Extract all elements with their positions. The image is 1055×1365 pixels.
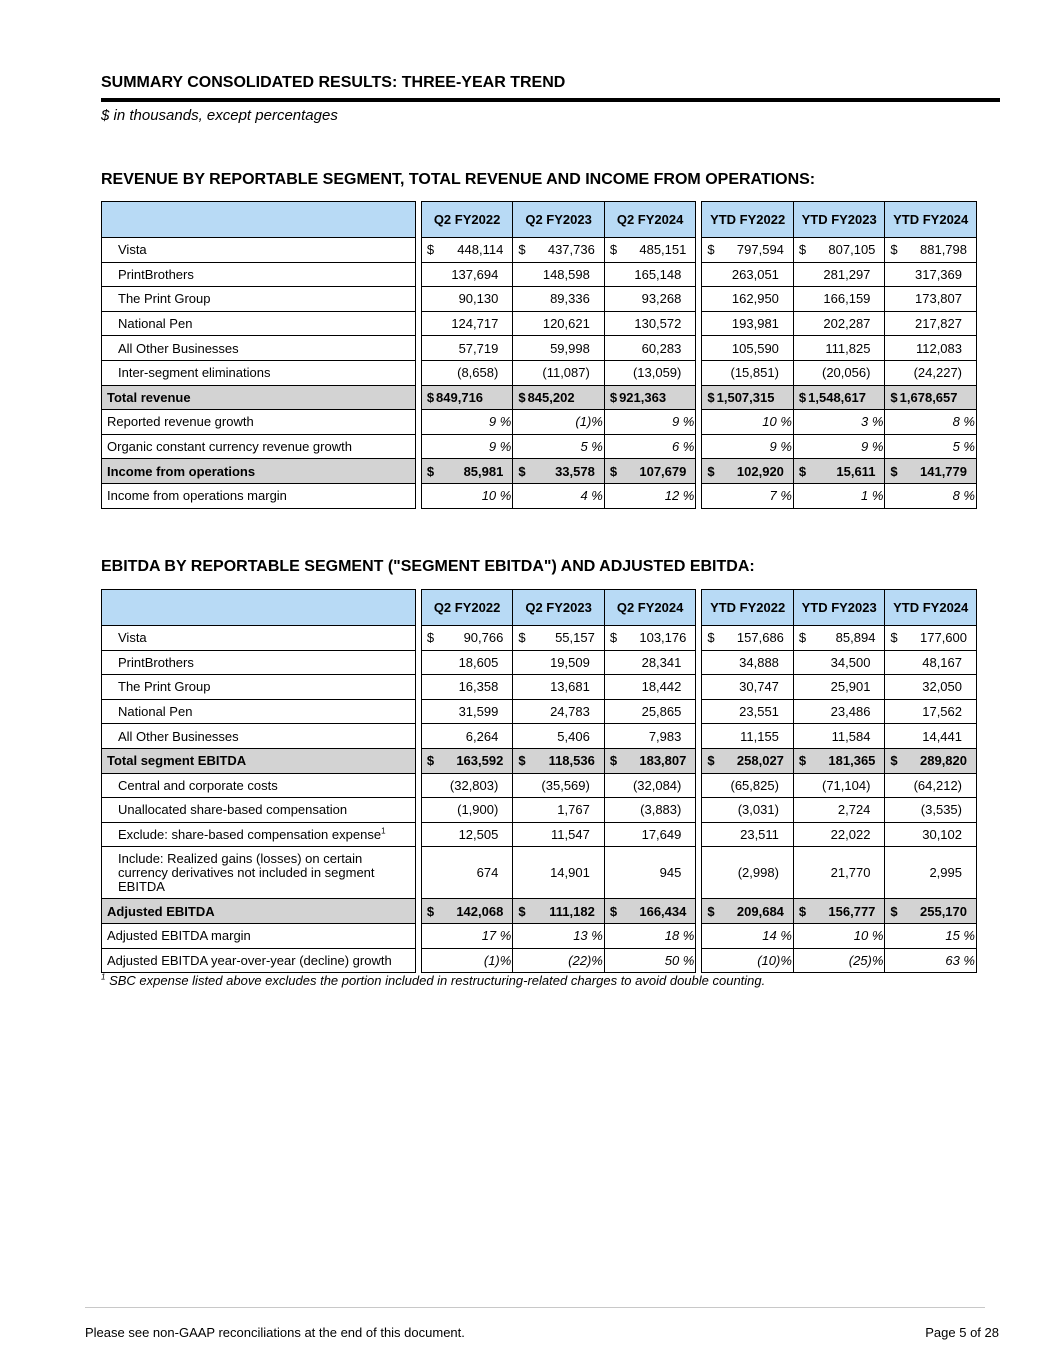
currency-symbol: $ bbox=[890, 753, 898, 769]
value-cell: 6,264 bbox=[421, 724, 513, 749]
value-cell bbox=[421, 459, 513, 484]
cell-value: 142,068 bbox=[456, 903, 504, 919]
value-cell: 14,901 bbox=[513, 847, 605, 899]
footer-note: Please see non-GAAP reconciliations at the end of this document. bbox=[85, 1325, 465, 1340]
value-cell bbox=[604, 899, 696, 924]
row-label: Organic constant currency revenue growth bbox=[102, 434, 416, 459]
row-label: Total revenue bbox=[102, 385, 416, 410]
cell-value: 448,114 bbox=[457, 242, 504, 258]
row-label: Adjusted EBITDA margin bbox=[102, 923, 416, 948]
total-row bbox=[102, 899, 977, 924]
cell-value: 163,592 bbox=[456, 753, 504, 769]
cell-value: 183,807 bbox=[639, 753, 687, 769]
table-row bbox=[102, 847, 977, 899]
cell-value: 141,779 bbox=[920, 463, 967, 479]
currency-symbol: $ bbox=[518, 389, 526, 405]
currency-symbol: $ bbox=[798, 242, 807, 258]
cell-value: 255,170 bbox=[920, 903, 967, 919]
value-cell bbox=[604, 748, 696, 773]
table-row bbox=[102, 410, 977, 435]
value-cell: 50 % bbox=[604, 948, 696, 973]
currency-symbol: $ bbox=[707, 630, 715, 646]
value-cell: 111,825 bbox=[793, 336, 885, 361]
currency-symbol: $ bbox=[707, 389, 715, 405]
value-cell: 63 % bbox=[885, 948, 977, 973]
row-label: Income from operations bbox=[102, 459, 416, 484]
value-cell: 12 % bbox=[604, 483, 696, 508]
value-cell bbox=[604, 459, 696, 484]
cell-value: 118,536 bbox=[548, 753, 595, 769]
table-row bbox=[102, 483, 977, 508]
value-cell: 16,358 bbox=[421, 675, 513, 700]
currency-symbol: $ bbox=[890, 463, 898, 479]
value-cell bbox=[513, 385, 605, 410]
currency-symbol: $ bbox=[798, 753, 807, 769]
value-cell: 10 % bbox=[421, 483, 513, 508]
value-cell: 945 bbox=[604, 847, 696, 899]
page-number: Page 5 of 28 bbox=[925, 1325, 999, 1340]
row-label: Central and corporate costs bbox=[102, 773, 416, 798]
row-label: National Pen bbox=[102, 311, 416, 336]
total-row bbox=[102, 748, 977, 773]
column-header: YTD FY2022 bbox=[702, 202, 794, 238]
value-cell: 93,268 bbox=[604, 287, 696, 312]
value-cell: 7,983 bbox=[604, 724, 696, 749]
value-cell bbox=[885, 238, 977, 263]
cell-value: 289,820 bbox=[920, 753, 967, 769]
table-row bbox=[102, 798, 977, 823]
cell-value: 1,678,657 bbox=[899, 389, 958, 405]
value-cell bbox=[885, 748, 977, 773]
row-label: All Other Businesses bbox=[102, 336, 416, 361]
value-cell: 89,336 bbox=[513, 287, 605, 312]
value-cell: 2,995 bbox=[885, 847, 977, 899]
value-cell: 13 % bbox=[513, 923, 605, 948]
value-cell: 8 % bbox=[885, 483, 977, 508]
value-cell: (64,212) bbox=[885, 773, 977, 798]
row-label: Adjusted EBITDA year-over-year (decline) growth bbox=[102, 948, 416, 973]
value-cell bbox=[702, 238, 794, 263]
value-cell bbox=[513, 748, 605, 773]
value-cell: 24,783 bbox=[513, 699, 605, 724]
footer-divider bbox=[85, 1307, 985, 1308]
currency-symbol: $ bbox=[890, 903, 898, 919]
value-cell: 263,051 bbox=[702, 262, 794, 287]
value-cell: 11,547 bbox=[513, 822, 605, 847]
value-cell: 21,770 bbox=[793, 847, 885, 899]
table-row bbox=[102, 773, 977, 798]
value-cell: (65,825) bbox=[702, 773, 794, 798]
value-cell bbox=[793, 385, 885, 410]
cell-value: 107,679 bbox=[639, 463, 687, 479]
footnote bbox=[101, 973, 765, 988]
currency-symbol: $ bbox=[609, 753, 618, 769]
value-cell: 9 % bbox=[702, 434, 794, 459]
cell-value: 1,548,617 bbox=[808, 389, 866, 405]
row-label: National Pen bbox=[102, 699, 416, 724]
value-cell: 3 % bbox=[793, 410, 885, 435]
value-cell: 8 % bbox=[885, 410, 977, 435]
value-cell bbox=[793, 899, 885, 924]
cell-value: 209,684 bbox=[736, 903, 784, 919]
value-cell: (24,227) bbox=[885, 360, 977, 385]
value-cell: 165,148 bbox=[604, 262, 696, 287]
value-cell: 193,981 bbox=[702, 311, 794, 336]
currency-symbol: $ bbox=[518, 753, 526, 769]
value-cell: 11,155 bbox=[702, 724, 794, 749]
cell-value: 85,894 bbox=[835, 630, 876, 646]
value-cell: 5 % bbox=[513, 434, 605, 459]
value-cell: 202,287 bbox=[793, 311, 885, 336]
value-cell bbox=[793, 459, 885, 484]
currency-symbol: $ bbox=[798, 463, 807, 479]
cell-value: 807,105 bbox=[828, 242, 876, 258]
revenue-table bbox=[101, 201, 977, 509]
value-cell bbox=[702, 626, 794, 651]
page-subtitle: $ in thousands, except percentages bbox=[101, 107, 338, 124]
value-cell: (3,031) bbox=[702, 798, 794, 823]
value-cell bbox=[793, 748, 885, 773]
currency-symbol: $ bbox=[890, 242, 898, 258]
value-cell: 18 % bbox=[604, 923, 696, 948]
row-label: PrintBrothers bbox=[102, 262, 416, 287]
column-header: YTD FY2024 bbox=[885, 590, 977, 626]
value-cell bbox=[513, 899, 605, 924]
value-cell: 90,130 bbox=[421, 287, 513, 312]
ebitda-table bbox=[101, 589, 977, 973]
value-cell: 9 % bbox=[604, 410, 696, 435]
value-cell: 130,572 bbox=[604, 311, 696, 336]
value-cell: 281,297 bbox=[793, 262, 885, 287]
currency-symbol: $ bbox=[798, 630, 807, 646]
value-cell: 32,050 bbox=[885, 675, 977, 700]
value-cell: 10 % bbox=[702, 410, 794, 435]
currency-symbol: $ bbox=[707, 463, 715, 479]
value-cell: (3,535) bbox=[885, 798, 977, 823]
cell-value: 33,578 bbox=[555, 463, 595, 479]
value-cell: (15,851) bbox=[702, 360, 794, 385]
cell-value: 258,027 bbox=[736, 753, 784, 769]
value-cell: 13,681 bbox=[513, 675, 605, 700]
footnote-marker: 1 bbox=[101, 972, 106, 982]
value-cell bbox=[604, 626, 696, 651]
value-cell: 23,511 bbox=[702, 822, 794, 847]
value-cell: 674 bbox=[421, 847, 513, 899]
cell-value: 921,363 bbox=[619, 389, 667, 405]
row-label: Include: Realized gains (losses) on certain currency derivatives not included in segment EBITDA bbox=[102, 847, 416, 899]
currency-symbol: $ bbox=[426, 463, 435, 479]
row-label: Unallocated share-based compensation bbox=[102, 798, 416, 823]
value-cell: 112,083 bbox=[885, 336, 977, 361]
column-header: YTD FY2024 bbox=[885, 202, 977, 238]
currency-symbol: $ bbox=[707, 242, 715, 258]
cell-value: 111,182 bbox=[549, 903, 595, 919]
currency-symbol: $ bbox=[609, 630, 618, 646]
column-header: YTD FY2023 bbox=[793, 590, 885, 626]
value-cell bbox=[793, 626, 885, 651]
table-row bbox=[102, 262, 977, 287]
table-row bbox=[102, 699, 977, 724]
value-cell: 23,551 bbox=[702, 699, 794, 724]
cell-value: 157,686 bbox=[736, 630, 784, 646]
currency-symbol: $ bbox=[518, 463, 526, 479]
value-cell bbox=[513, 459, 605, 484]
value-cell bbox=[604, 385, 696, 410]
table-row bbox=[102, 626, 977, 651]
currency-symbol: $ bbox=[518, 903, 526, 919]
value-cell: 10 % bbox=[793, 923, 885, 948]
header-label-cell bbox=[102, 590, 416, 626]
value-cell bbox=[421, 899, 513, 924]
currency-symbol: $ bbox=[518, 630, 526, 646]
value-cell bbox=[793, 238, 885, 263]
value-cell bbox=[513, 626, 605, 651]
value-cell bbox=[702, 385, 794, 410]
value-cell: (13,059) bbox=[604, 360, 696, 385]
row-label: The Print Group bbox=[102, 675, 416, 700]
row-label: Vista bbox=[102, 238, 416, 263]
value-cell: (20,056) bbox=[793, 360, 885, 385]
value-cell: (1,900) bbox=[421, 798, 513, 823]
column-header: Q2 FY2024 bbox=[604, 590, 696, 626]
currency-symbol: $ bbox=[890, 630, 898, 646]
cell-value: 845,202 bbox=[527, 389, 575, 405]
value-cell: 59,998 bbox=[513, 336, 605, 361]
table-row bbox=[102, 822, 977, 847]
cell-value: 15,611 bbox=[836, 463, 876, 479]
value-cell bbox=[421, 748, 513, 773]
total-row bbox=[102, 385, 977, 410]
table-row bbox=[102, 724, 977, 749]
value-cell bbox=[421, 238, 513, 263]
cell-value: 102,920 bbox=[736, 463, 784, 479]
currency-symbol: $ bbox=[890, 389, 898, 405]
value-cell bbox=[702, 459, 794, 484]
value-cell: (22)% bbox=[513, 948, 605, 973]
value-cell: 57,719 bbox=[421, 336, 513, 361]
value-cell: 166,159 bbox=[793, 287, 885, 312]
currency-symbol: $ bbox=[798, 903, 807, 919]
page-title: SUMMARY CONSOLIDATED RESULTS: THREE-YEAR TREND bbox=[101, 74, 566, 91]
value-cell: (10)% bbox=[702, 948, 794, 973]
row-label: Income from operations margin bbox=[102, 483, 416, 508]
table-row bbox=[102, 650, 977, 675]
currency-symbol: $ bbox=[707, 903, 715, 919]
table-row bbox=[102, 434, 977, 459]
value-cell bbox=[421, 385, 513, 410]
total-row bbox=[102, 459, 977, 484]
column-header: YTD FY2022 bbox=[702, 590, 794, 626]
value-cell bbox=[702, 748, 794, 773]
value-cell: 12,505 bbox=[421, 822, 513, 847]
table-row bbox=[102, 287, 977, 312]
cell-value: 90,766 bbox=[463, 630, 504, 646]
value-cell: (32,084) bbox=[604, 773, 696, 798]
cell-value: 881,798 bbox=[920, 242, 967, 258]
value-cell: 22,022 bbox=[793, 822, 885, 847]
footnote-text: SBC expense listed above excludes the portion included in restructuring-related charges to avoid double counting. bbox=[105, 973, 766, 988]
revenue-section-heading: REVENUE BY REPORTABLE SEGMENT, TOTAL REVENUE AND INCOME FROM OPERATIONS: bbox=[101, 171, 816, 188]
footnote-marker: 1 bbox=[381, 826, 386, 836]
value-cell: (11,087) bbox=[513, 360, 605, 385]
value-cell: 5 % bbox=[885, 434, 977, 459]
column-header: Q2 FY2022 bbox=[421, 590, 513, 626]
value-cell: 25,901 bbox=[793, 675, 885, 700]
value-cell bbox=[702, 899, 794, 924]
value-cell: 9 % bbox=[793, 434, 885, 459]
column-header: YTD FY2023 bbox=[793, 202, 885, 238]
value-cell: 5,406 bbox=[513, 724, 605, 749]
value-cell bbox=[885, 385, 977, 410]
value-cell: 60,283 bbox=[604, 336, 696, 361]
cell-value: 437,736 bbox=[547, 242, 595, 258]
value-cell: 17,649 bbox=[604, 822, 696, 847]
currency-symbol: $ bbox=[426, 630, 435, 646]
value-cell: 30,747 bbox=[702, 675, 794, 700]
table-row bbox=[102, 238, 977, 263]
value-cell: 1,767 bbox=[513, 798, 605, 823]
cell-value: 1,507,315 bbox=[716, 389, 775, 405]
value-cell: (8,658) bbox=[421, 360, 513, 385]
cell-value: 485,151 bbox=[639, 242, 687, 258]
table-header-row bbox=[102, 202, 977, 238]
column-header: Q2 FY2024 bbox=[604, 202, 696, 238]
cell-value: 181,365 bbox=[828, 753, 876, 769]
value-cell: 11,584 bbox=[793, 724, 885, 749]
column-header: Q2 FY2022 bbox=[421, 202, 513, 238]
value-cell: 120,621 bbox=[513, 311, 605, 336]
value-cell: 6 % bbox=[604, 434, 696, 459]
value-cell: 148,598 bbox=[513, 262, 605, 287]
currency-symbol: $ bbox=[426, 903, 435, 919]
currency-symbol: $ bbox=[609, 389, 618, 405]
value-cell: 17,562 bbox=[885, 699, 977, 724]
value-cell: (32,803) bbox=[421, 773, 513, 798]
value-cell: 19,509 bbox=[513, 650, 605, 675]
value-cell: 4 % bbox=[513, 483, 605, 508]
cell-value: 849,716 bbox=[436, 389, 484, 405]
title-divider bbox=[101, 98, 1000, 102]
row-label: PrintBrothers bbox=[102, 650, 416, 675]
value-cell: 34,888 bbox=[702, 650, 794, 675]
row-label bbox=[102, 822, 416, 847]
value-cell: 105,590 bbox=[702, 336, 794, 361]
value-cell bbox=[421, 626, 513, 651]
column-header: Q2 FY2023 bbox=[513, 202, 605, 238]
currency-symbol: $ bbox=[426, 389, 435, 405]
value-cell: 124,717 bbox=[421, 311, 513, 336]
currency-symbol: $ bbox=[518, 242, 526, 258]
value-cell: 14,441 bbox=[885, 724, 977, 749]
value-cell: 31,599 bbox=[421, 699, 513, 724]
row-label: Vista bbox=[102, 626, 416, 651]
value-cell: 317,369 bbox=[885, 262, 977, 287]
value-cell: (25)% bbox=[793, 948, 885, 973]
value-cell: 23,486 bbox=[793, 699, 885, 724]
cell-value: 156,777 bbox=[828, 903, 876, 919]
value-cell: 48,167 bbox=[885, 650, 977, 675]
table-header-row bbox=[102, 590, 977, 626]
value-cell: 34,500 bbox=[793, 650, 885, 675]
value-cell bbox=[885, 459, 977, 484]
value-cell: 9 % bbox=[421, 410, 513, 435]
row-label: All Other Businesses bbox=[102, 724, 416, 749]
value-cell: (71,104) bbox=[793, 773, 885, 798]
row-label: Adjusted EBITDA bbox=[102, 899, 416, 924]
value-cell: 14 % bbox=[702, 923, 794, 948]
row-label: The Print Group bbox=[102, 287, 416, 312]
table-row bbox=[102, 360, 977, 385]
row-label: Total segment EBITDA bbox=[102, 748, 416, 773]
value-cell: 217,827 bbox=[885, 311, 977, 336]
value-cell: 28,341 bbox=[604, 650, 696, 675]
value-cell: 18,605 bbox=[421, 650, 513, 675]
cell-value: 85,981 bbox=[463, 463, 504, 479]
table-row bbox=[102, 948, 977, 973]
row-label-text: Exclude: share-based compensation expense bbox=[118, 827, 382, 843]
value-cell: 9 % bbox=[421, 434, 513, 459]
value-cell: 30,102 bbox=[885, 822, 977, 847]
ebitda-section-heading: EBITDA BY REPORTABLE SEGMENT ("SEGMENT EBITDA") AND ADJUSTED EBITDA: bbox=[101, 558, 755, 575]
cell-value: 55,157 bbox=[555, 630, 595, 646]
cell-value: 797,594 bbox=[736, 242, 784, 258]
table-row bbox=[102, 923, 977, 948]
value-cell: 137,694 bbox=[421, 262, 513, 287]
row-label: Reported revenue growth bbox=[102, 410, 416, 435]
header-label-cell bbox=[102, 202, 416, 238]
value-cell: 15 % bbox=[885, 923, 977, 948]
currency-symbol: $ bbox=[798, 389, 807, 405]
value-cell: 7 % bbox=[702, 483, 794, 508]
value-cell: (2,998) bbox=[702, 847, 794, 899]
currency-symbol: $ bbox=[426, 242, 435, 258]
currency-symbol: $ bbox=[609, 463, 618, 479]
table-row bbox=[102, 311, 977, 336]
value-cell: (3,883) bbox=[604, 798, 696, 823]
value-cell: 1 % bbox=[793, 483, 885, 508]
column-header: Q2 FY2023 bbox=[513, 590, 605, 626]
table-row bbox=[102, 675, 977, 700]
value-cell: 17 % bbox=[421, 923, 513, 948]
value-cell: 162,950 bbox=[702, 287, 794, 312]
currency-symbol: $ bbox=[707, 753, 715, 769]
value-cell: 173,807 bbox=[885, 287, 977, 312]
value-cell bbox=[513, 238, 605, 263]
currency-symbol: $ bbox=[609, 903, 618, 919]
cell-value: 103,176 bbox=[639, 630, 687, 646]
value-cell: (35,569) bbox=[513, 773, 605, 798]
value-cell: (1)% bbox=[421, 948, 513, 973]
value-cell bbox=[885, 899, 977, 924]
value-cell: 2,724 bbox=[793, 798, 885, 823]
currency-symbol: $ bbox=[609, 242, 618, 258]
value-cell: (1)% bbox=[513, 410, 605, 435]
row-label: Inter-segment eliminations bbox=[102, 360, 416, 385]
value-cell bbox=[604, 238, 696, 263]
value-cell bbox=[885, 626, 977, 651]
currency-symbol: $ bbox=[426, 753, 435, 769]
value-cell: 18,442 bbox=[604, 675, 696, 700]
cell-value: 177,600 bbox=[920, 630, 967, 646]
table-row bbox=[102, 336, 977, 361]
value-cell: 25,865 bbox=[604, 699, 696, 724]
cell-value: 166,434 bbox=[639, 903, 687, 919]
